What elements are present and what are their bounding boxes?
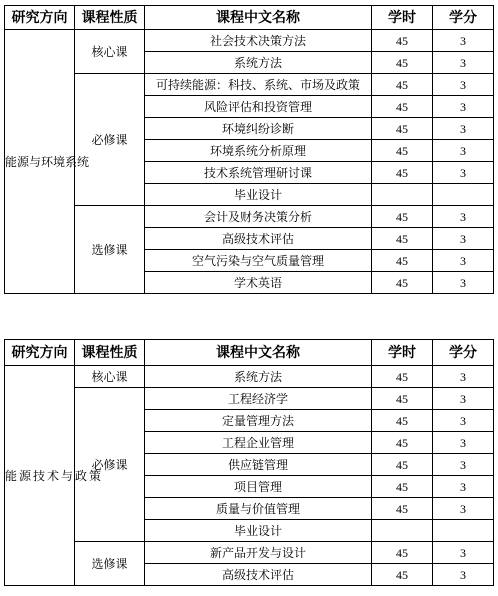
course-credits: 3 (433, 30, 494, 52)
course-credits: 3 (433, 140, 494, 162)
course-credits: 3 (433, 454, 494, 476)
course-name: 学术英语 (145, 272, 372, 294)
table-row (5, 542, 494, 564)
course-name: 系统方法 (145, 52, 372, 74)
course-hours: 45 (372, 454, 433, 476)
course-credits: 3 (433, 228, 494, 250)
course-name: 可持续能源：科技、系统、市场及政策 (145, 74, 372, 96)
course-credits: 3 (433, 118, 494, 140)
course-name: 高级技术评估 (145, 564, 372, 586)
course-hours (372, 520, 433, 542)
table-row (5, 206, 494, 228)
header-credits: 学分 (433, 6, 494, 30)
course-hours: 45 (372, 162, 433, 184)
course-credits: 3 (433, 162, 494, 184)
course-hours: 45 (372, 74, 433, 96)
header-direction: 研究方向 (5, 6, 75, 30)
course-name: 毕业设计 (145, 520, 372, 542)
course-credits: 3 (433, 74, 494, 96)
course-hours: 45 (372, 118, 433, 140)
course-name: 高级技术评估 (145, 228, 372, 250)
course-name: 供应链管理 (145, 454, 372, 476)
course-hours: 45 (372, 96, 433, 118)
category-elective: 选修课 (75, 206, 145, 294)
course-credits: 3 (433, 388, 494, 410)
table-header-row (5, 340, 494, 366)
course-hours: 45 (372, 476, 433, 498)
course-hours: 45 (372, 228, 433, 250)
course-name: 会计及财务决策分析 (145, 206, 372, 228)
course-hours: 45 (372, 542, 433, 564)
course-table-energy-tech-policy (4, 339, 494, 586)
course-hours: 45 (372, 388, 433, 410)
course-credits: 3 (433, 542, 494, 564)
header-hours: 学时 (372, 6, 433, 30)
course-name: 质量与价值管理 (145, 498, 372, 520)
course-hours: 45 (372, 52, 433, 74)
header-course-name: 课程中文名称 (145, 6, 372, 30)
header-course-name: 课程中文名称 (145, 340, 372, 366)
course-credits: 3 (433, 564, 494, 586)
course-credits: 3 (433, 476, 494, 498)
course-name: 环境纠纷诊断 (145, 118, 372, 140)
course-hours: 45 (372, 432, 433, 454)
course-credits: 3 (433, 498, 494, 520)
header-credits: 学分 (433, 340, 494, 366)
course-hours: 45 (372, 30, 433, 52)
course-hours: 45 (372, 140, 433, 162)
course-credits: 3 (433, 250, 494, 272)
course-name: 毕业设计 (145, 184, 372, 206)
course-name: 风险评估和投资管理 (145, 96, 372, 118)
table-row (5, 366, 494, 388)
course-credits: 3 (433, 366, 494, 388)
course-name: 空气污染与空气质量管理 (145, 250, 372, 272)
research-direction: 能源技术与政策 (5, 366, 75, 586)
course-credits: 3 (433, 96, 494, 118)
course-credits: 3 (433, 272, 494, 294)
table-row (5, 30, 494, 52)
category-required: 必修课 (75, 74, 145, 206)
course-name: 项目管理 (145, 476, 372, 498)
course-name: 工程经济学 (145, 388, 372, 410)
category-elective: 选修课 (75, 542, 145, 586)
header-nature: 课程性质 (75, 340, 145, 366)
table-row (5, 388, 494, 410)
course-credits: 3 (433, 206, 494, 228)
category-core: 核心课 (75, 30, 145, 74)
course-hours: 45 (372, 366, 433, 388)
header-nature: 课程性质 (75, 6, 145, 30)
category-core: 核心课 (75, 366, 145, 388)
research-direction: 能源与环境系统 (5, 30, 75, 294)
course-name: 定量管理方法 (145, 410, 372, 432)
course-credits: 3 (433, 52, 494, 74)
course-hours (372, 184, 433, 206)
table-row (5, 74, 494, 96)
course-name: 工程企业管理 (145, 432, 372, 454)
course-table-energy-environment (4, 5, 494, 294)
header-hours: 学时 (372, 340, 433, 366)
course-hours: 45 (372, 564, 433, 586)
course-hours: 45 (372, 272, 433, 294)
course-hours: 45 (372, 250, 433, 272)
category-required: 必修课 (75, 388, 145, 542)
table-header-row (5, 6, 494, 30)
course-hours: 45 (372, 498, 433, 520)
course-hours: 45 (372, 206, 433, 228)
course-credits (433, 184, 494, 206)
course-name: 技术系统管理研讨课 (145, 162, 372, 184)
course-credits: 3 (433, 410, 494, 432)
header-direction: 研究方向 (5, 340, 75, 366)
course-name: 新产品开发与设计 (145, 542, 372, 564)
course-credits: 3 (433, 432, 494, 454)
course-name: 系统方法 (145, 366, 372, 388)
course-name: 社会技术决策方法 (145, 30, 372, 52)
course-credits (433, 520, 494, 542)
course-hours: 45 (372, 410, 433, 432)
course-name: 环境系统分析原理 (145, 140, 372, 162)
